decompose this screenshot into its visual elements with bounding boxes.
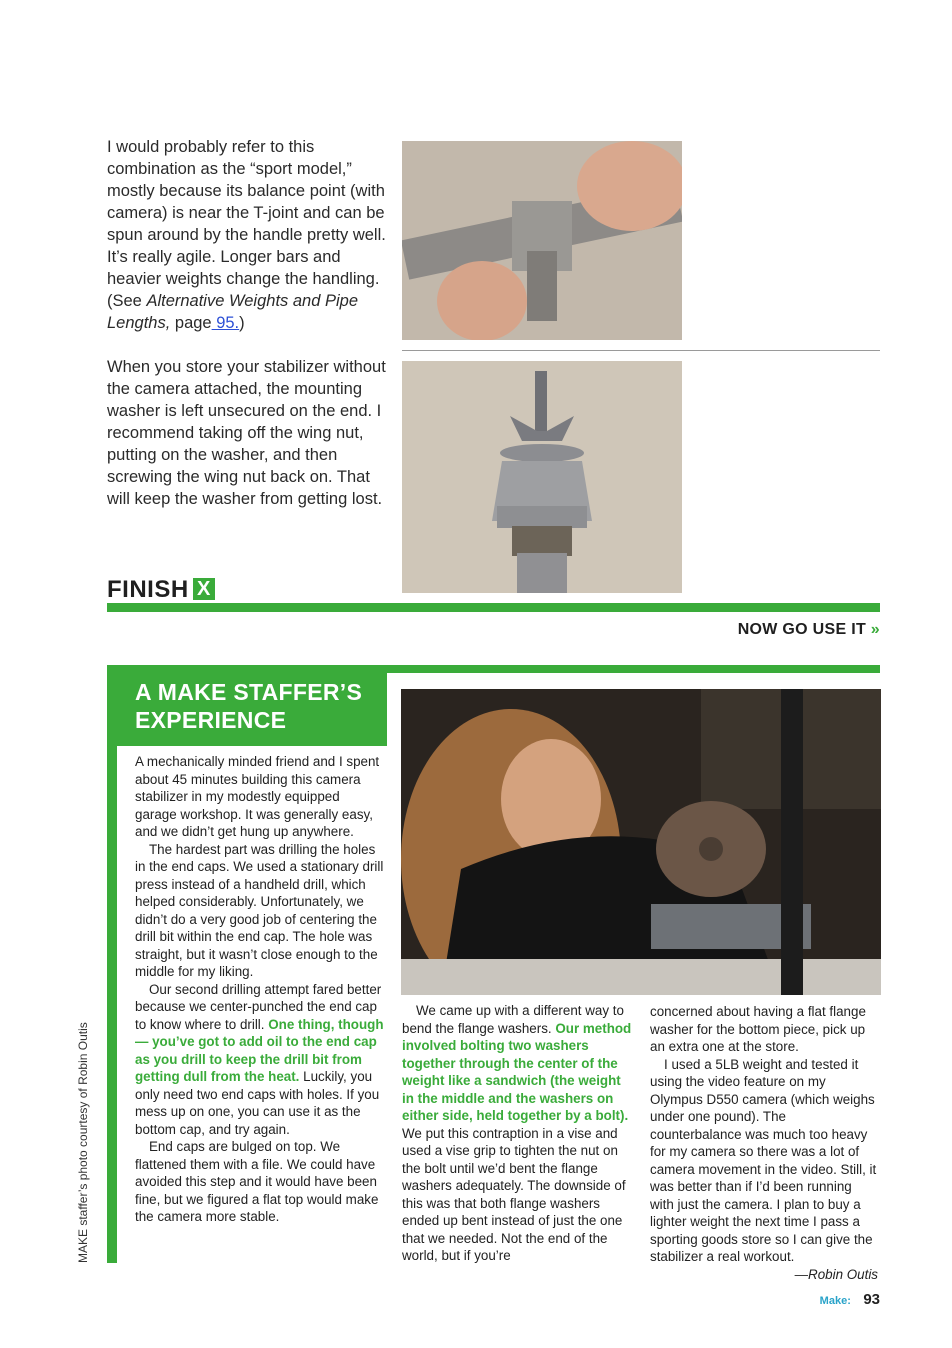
sidebar-column-1 <box>135 753 384 1226</box>
photo-wing-nut <box>402 361 682 593</box>
sidebar-column-2 <box>402 1002 634 1265</box>
cross-reference-title: Alternative Weights and Pipe Lengths, <box>107 292 359 332</box>
sidebar-left-bar <box>107 673 117 1263</box>
intro-paragraph-2: When you store your stabilizer without the camera attached, the mounting washer is left unsecured on the end. I recommend taking off the wing nut, putting on the washer, and then screwing the wing nut back on. That will keep the washer from getting lost. <box>107 358 386 508</box>
page-link[interactable]: 95. <box>211 314 240 332</box>
intro-text <box>107 136 389 510</box>
signature: —Robin Outis <box>794 1266 878 1282</box>
finish-header <box>107 576 215 604</box>
col1-paragraph-3: Our second drilling attempt fared better because we center-punched the end cap to know where to drill. One thing, though — you’ve got to add oil to the end cap as you drill to keep the drill bit from getting dull from the heat. Luckily, you only need two end caps with holes. If you mess up on one, you can use it as the bottom cap, and try again. <box>135 981 384 1137</box>
col2-highlight: Our method involved bolting two washers together through the center of the weight like a sandwich (the weight in the middle and the washers on either side, held together by a bolt). <box>402 1020 632 1123</box>
sidebar-column-3 <box>650 1003 878 1283</box>
col1-paragraph-1: A mechanically minded friend and I spent about 45 minutes building this camera stabilizer in my modestly equipped garage workshop. It was generally easy, and we didn’t get hung up anywhere. <box>135 754 380 839</box>
page-footer <box>820 1291 880 1309</box>
col3-paragraph-2: I used a 5LB weight and tested it using the video feature on my Olympus D550 camera (which weighs under one pound). The counterbalance was much too heavy for my camera so there was a lot of camera movement in the video. Still, it was better than if I’d been running with just the camera. I plan to buy a lighter weight the next time I pass a sporting goods store so I can give the stabilizer a real workout. <box>650 1056 877 1264</box>
col1-paragraph-2: The hardest part was drilling the holes in the end caps. We used a stationary drill press instead of a handheld drill, which helped considerably. Unfortunately, we didn’t do a very good job of centering the drill bit within the end cap. The hole was straight, but it wasn’t close enough to the middle for my liking. <box>135 841 384 979</box>
photo-t-joint <box>402 141 682 340</box>
col1-highlight: One thing, though — you’ve got to add oil to the end cap as you drill to keep the drill bit from getting dull from the heat. <box>135 1016 384 1084</box>
photo-staffer-vise <box>401 689 881 995</box>
make-logo: Make: <box>819 1295 851 1307</box>
col3-paragraph-1: concerned about having a flat flange washer for the bottom piece, pick up an extra one at the store. <box>650 1004 866 1054</box>
intro-paragraph-1: I would probably refer to this combination as the “sport model,” mostly because its balance point (with camera) is near the T-joint and can be spun around by the handle pretty well. It’s really agile. Longer bars and heavier weights change the handling. (See Alternative Weights and Pipe Lengths, page 95.) <box>107 138 386 332</box>
finish-badge: X <box>193 578 215 600</box>
now-go-use-it: NOW GO USE IT » <box>737 621 880 638</box>
page-number: 93 <box>863 1291 880 1308</box>
sidebar-top-rule <box>107 665 880 673</box>
finish-title: FINISH <box>107 576 189 603</box>
photo-divider <box>402 350 880 351</box>
finish-rule <box>107 603 880 612</box>
double-arrow-icon: » <box>870 621 880 638</box>
col2-paragraph: We came up with a different way to bend the flange washers. Our method involved bolting two washers together through the center of the weight like a sandwich (the weight in the middle and the washers on either side, held together by a bolt). We put this contraption in a vise and used a vise grip to tighten the nut on the bolt until we’d bent the flange washers adequately. The downside of this was that both flange washers ended up bent instead of just the one that we needed. Not the end of the world, but if you’re <box>402 1003 632 1263</box>
col1-paragraph-4: End caps are bulged on top. We flattened them with a file. We could have avoided this step and it would have been fine, but we figured a flat top would make the camera more stable. <box>135 1139 379 1224</box>
photo-credit: MAKE staffer’s photo courtesy of Robin Outis <box>76 1022 90 1263</box>
sidebar-title: A MAKE STAFFER’S EXPERIENCE <box>135 679 363 733</box>
